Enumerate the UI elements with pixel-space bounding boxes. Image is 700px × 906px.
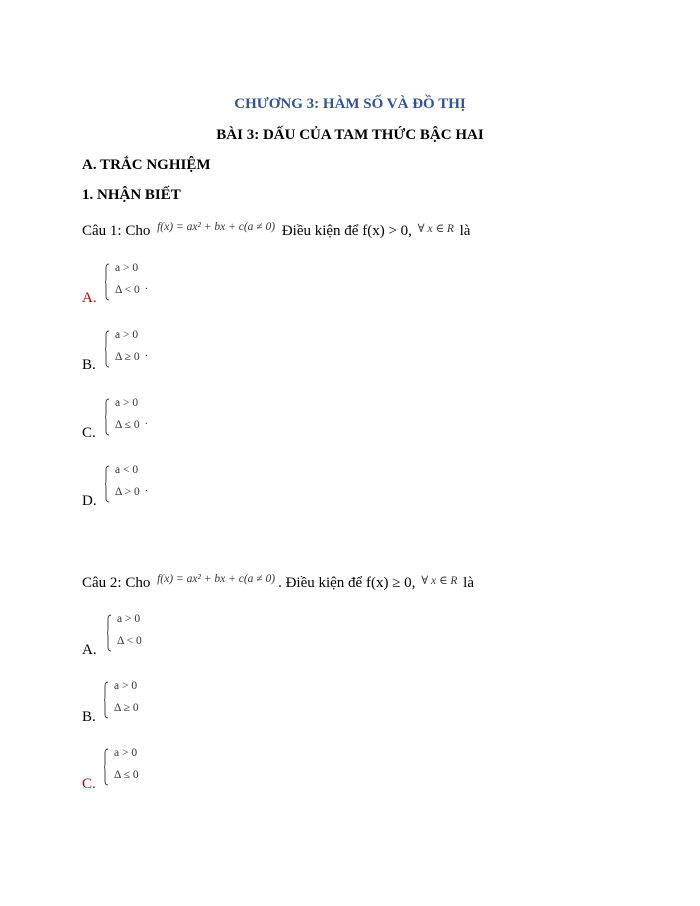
- system-line: Δ ≥ 0: [114, 702, 139, 714]
- brace-icon: [104, 681, 109, 719]
- option-system[interactable]: [104, 747, 164, 789]
- question-suffix: là: [459, 223, 471, 239]
- system-line: Δ ≤ 0: [114, 769, 139, 781]
- system-line: Δ ≥ 0: [115, 351, 140, 363]
- question-condition: . Điều kiện để f(x) ≥ 0,: [278, 575, 416, 591]
- function-formula: f(x) = ax² + bx + c(a ≠ 0): [157, 221, 276, 233]
- question-suffix: là: [463, 575, 474, 591]
- period-mark: .: [145, 415, 148, 427]
- system-line: a > 0: [115, 397, 139, 409]
- option-system[interactable]: [107, 613, 167, 655]
- system-line: Δ ≤ 0: [115, 419, 140, 431]
- system-line: a > 0: [115, 262, 139, 274]
- quantifier: ∀ x ∈ R: [417, 223, 454, 235]
- option-letter[interactable]: A.: [82, 642, 97, 658]
- subsection-heading: 1. NHẬN BIẾT: [82, 187, 181, 203]
- system-line: a > 0: [117, 613, 141, 625]
- brace-icon: [107, 614, 112, 652]
- option-system[interactable]: [104, 680, 164, 722]
- lesson-title: BÀI 3: DẤU CỦA TAM THỨC BẬC HAI: [216, 127, 484, 143]
- system-line: Δ < 0: [115, 284, 140, 296]
- function-formula: f(x) = ax² + bx + c(a ≠ 0): [157, 573, 276, 585]
- brace-icon: [105, 465, 110, 503]
- system-line: a > 0: [114, 747, 138, 759]
- option-letter[interactable]: C.: [82, 425, 96, 441]
- system-line: a > 0: [114, 680, 138, 692]
- brace-icon: [105, 330, 110, 368]
- option-letter[interactable]: B.: [82, 709, 96, 725]
- question-prefix: Câu 1: Cho: [82, 223, 151, 239]
- quantifier: ∀ x ∈ R: [421, 575, 458, 587]
- question-prefix: Câu 2: Cho: [82, 575, 151, 591]
- option-letter[interactable]: B.: [82, 357, 96, 373]
- option-letter[interactable]: A.: [82, 290, 97, 306]
- option-letter[interactable]: D.: [82, 493, 97, 509]
- system-line: Δ > 0: [115, 486, 140, 498]
- system-line: Δ < 0: [117, 635, 142, 647]
- period-mark: .: [145, 482, 148, 494]
- brace-icon: [105, 398, 110, 436]
- period-mark: .: [145, 347, 148, 359]
- brace-icon: [105, 263, 110, 301]
- question-2-stem: [82, 573, 474, 592]
- option-system[interactable]: [105, 329, 165, 371]
- question-1-stem: [82, 221, 470, 240]
- system-line: a > 0: [115, 329, 139, 341]
- question-condition: Điều kiện để f(x) > 0,: [281, 223, 412, 239]
- section-heading: A. TRẮC NGHIỆM: [82, 157, 211, 173]
- chapter-title: CHƯƠNG 3: HÀM SỐ VÀ ĐỒ THỊ: [234, 96, 466, 112]
- option-system[interactable]: [105, 262, 165, 304]
- period-mark: .: [145, 280, 148, 292]
- option-system[interactable]: [105, 397, 165, 439]
- option-system[interactable]: [105, 464, 165, 506]
- option-letter[interactable]: C.: [82, 776, 96, 792]
- system-line: a < 0: [115, 464, 139, 476]
- brace-icon: [104, 748, 109, 786]
